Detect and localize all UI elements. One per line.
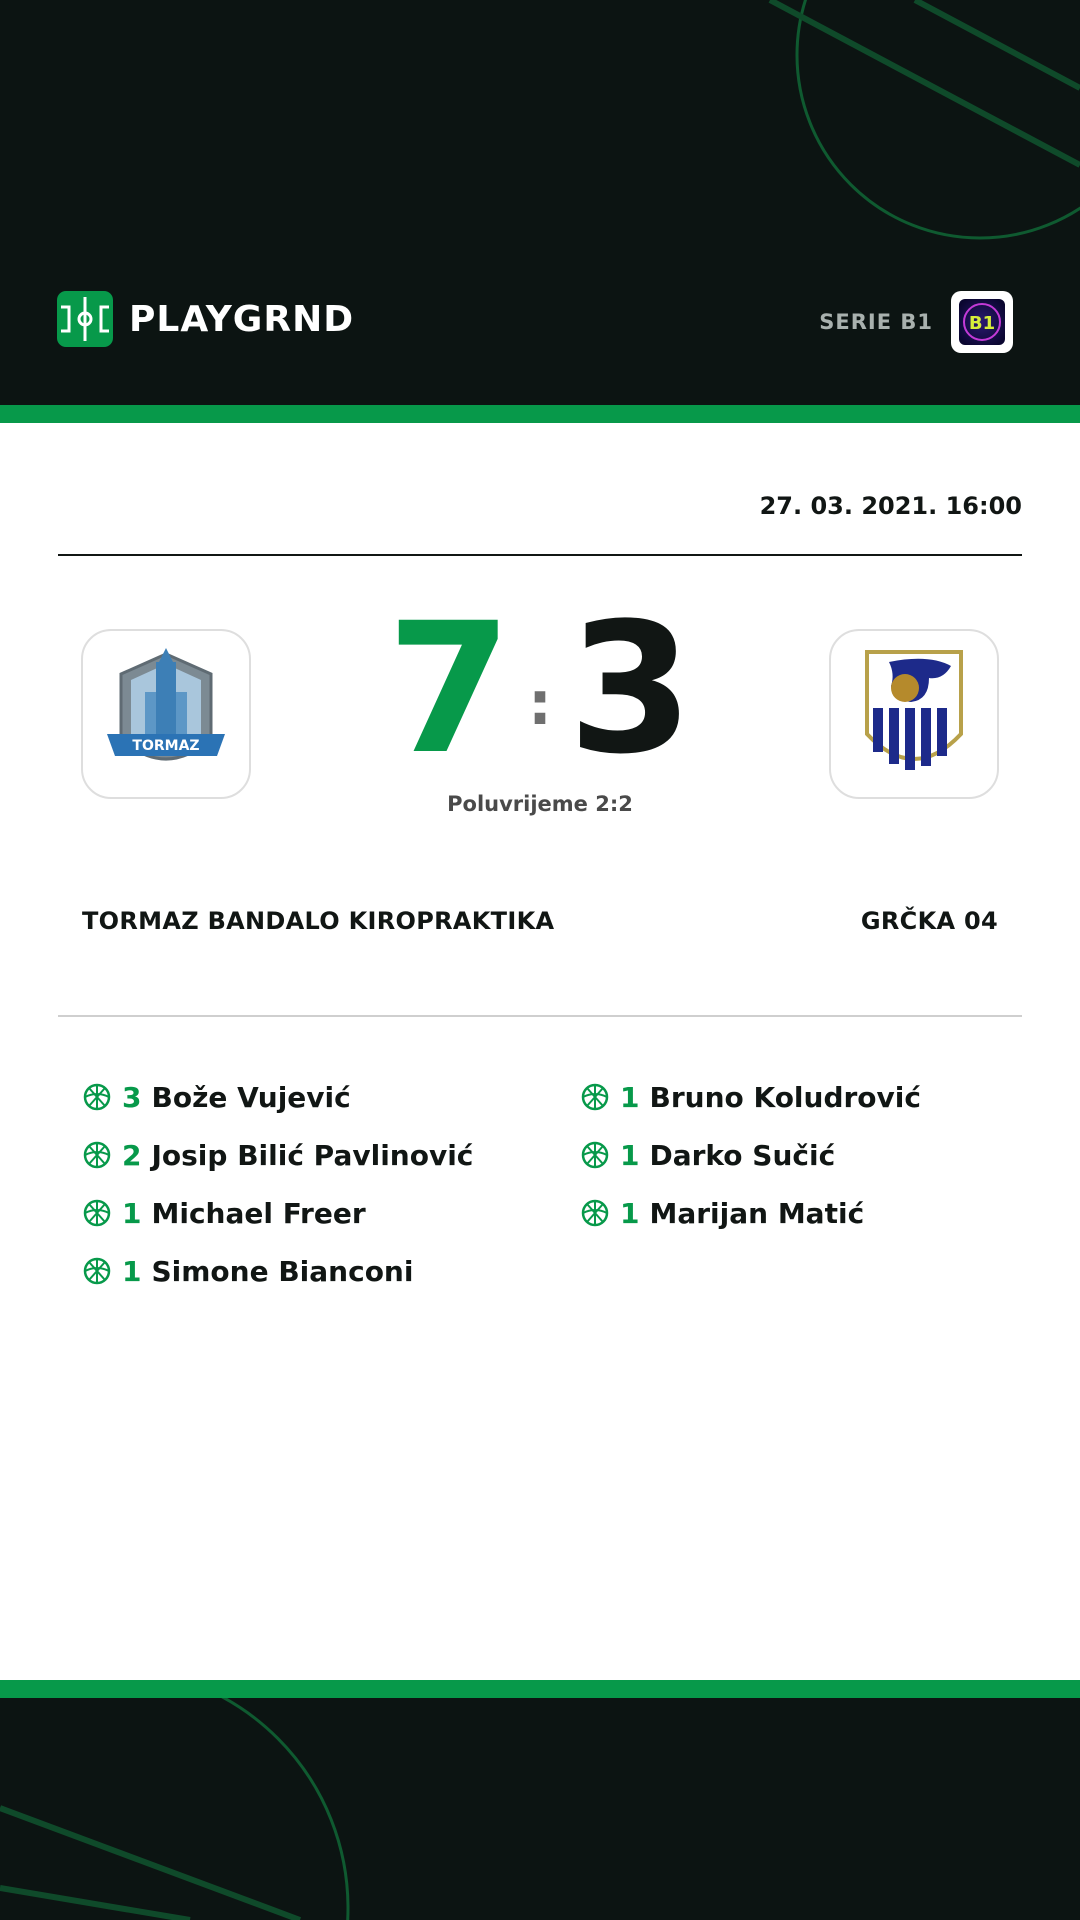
match-datetime: 27. 03. 2021. 16:00 [759, 492, 1022, 520]
brand[interactable] [57, 291, 354, 347]
header [0, 0, 1080, 405]
home-team-name: TORMAZ BANDALO KIROPRAKTIKA [82, 907, 555, 935]
goal-count: 2 [122, 1138, 142, 1172]
home-scorers [82, 1068, 522, 1300]
goal-count: 1 [122, 1196, 142, 1230]
goal-count: 1 [620, 1080, 640, 1114]
away-crest [859, 644, 969, 784]
football-icon [82, 1082, 112, 1112]
player-name: Marijan Matić [649, 1196, 865, 1230]
football-icon [580, 1082, 610, 1112]
player-name: Josip Bilić Pavlinović [151, 1138, 474, 1172]
header-stripe [0, 405, 1080, 423]
league-badge [951, 291, 1013, 353]
scorer-row [82, 1242, 522, 1300]
player-name: Darko Sučić [649, 1138, 836, 1172]
footer [0, 1698, 1080, 1920]
halftime-score: Poluvrijeme 2:2 [447, 792, 633, 816]
home-crest-label: TORMAZ [132, 738, 200, 754]
football-icon [580, 1140, 610, 1170]
football-icon [82, 1198, 112, 1228]
goal-count: 1 [122, 1254, 142, 1288]
footer-stripe [0, 1680, 1080, 1698]
scorer-row [580, 1184, 1020, 1242]
divider [58, 1015, 1022, 1017]
goal-count: 1 [620, 1196, 640, 1230]
player-name: Bože Vujević [151, 1080, 351, 1114]
league-name: SERIE B1 [819, 310, 933, 334]
footer-decoration [0, 1698, 1080, 1920]
away-team-name: GRČKA 04 [860, 907, 998, 935]
home-score: 7 [386, 585, 512, 794]
away-team-logo[interactable] [829, 629, 999, 799]
player-name: Michael Freer [151, 1196, 366, 1230]
goal-count: 3 [122, 1080, 142, 1114]
scorer-row [82, 1184, 522, 1242]
score-separator: : [528, 669, 552, 739]
football-icon [82, 1140, 112, 1170]
scorer-row [580, 1068, 1020, 1126]
away-score: 3 [568, 585, 694, 794]
league-badge-label: B1 [968, 313, 996, 334]
football-icon [82, 1256, 112, 1286]
scorer-row [580, 1126, 1020, 1184]
scorer-row [82, 1068, 522, 1126]
goal-count: 1 [620, 1138, 640, 1172]
football-icon [580, 1198, 610, 1228]
brand-name: PLAYGRND [129, 298, 355, 340]
player-name: Simone Bianconi [151, 1254, 414, 1288]
scorer-row [82, 1126, 522, 1184]
away-scorers [580, 1068, 1020, 1242]
player-name: Bruno Koludrović [649, 1080, 921, 1114]
divider [58, 554, 1022, 556]
league[interactable] [819, 291, 1013, 353]
football-pitch-icon [57, 291, 113, 347]
